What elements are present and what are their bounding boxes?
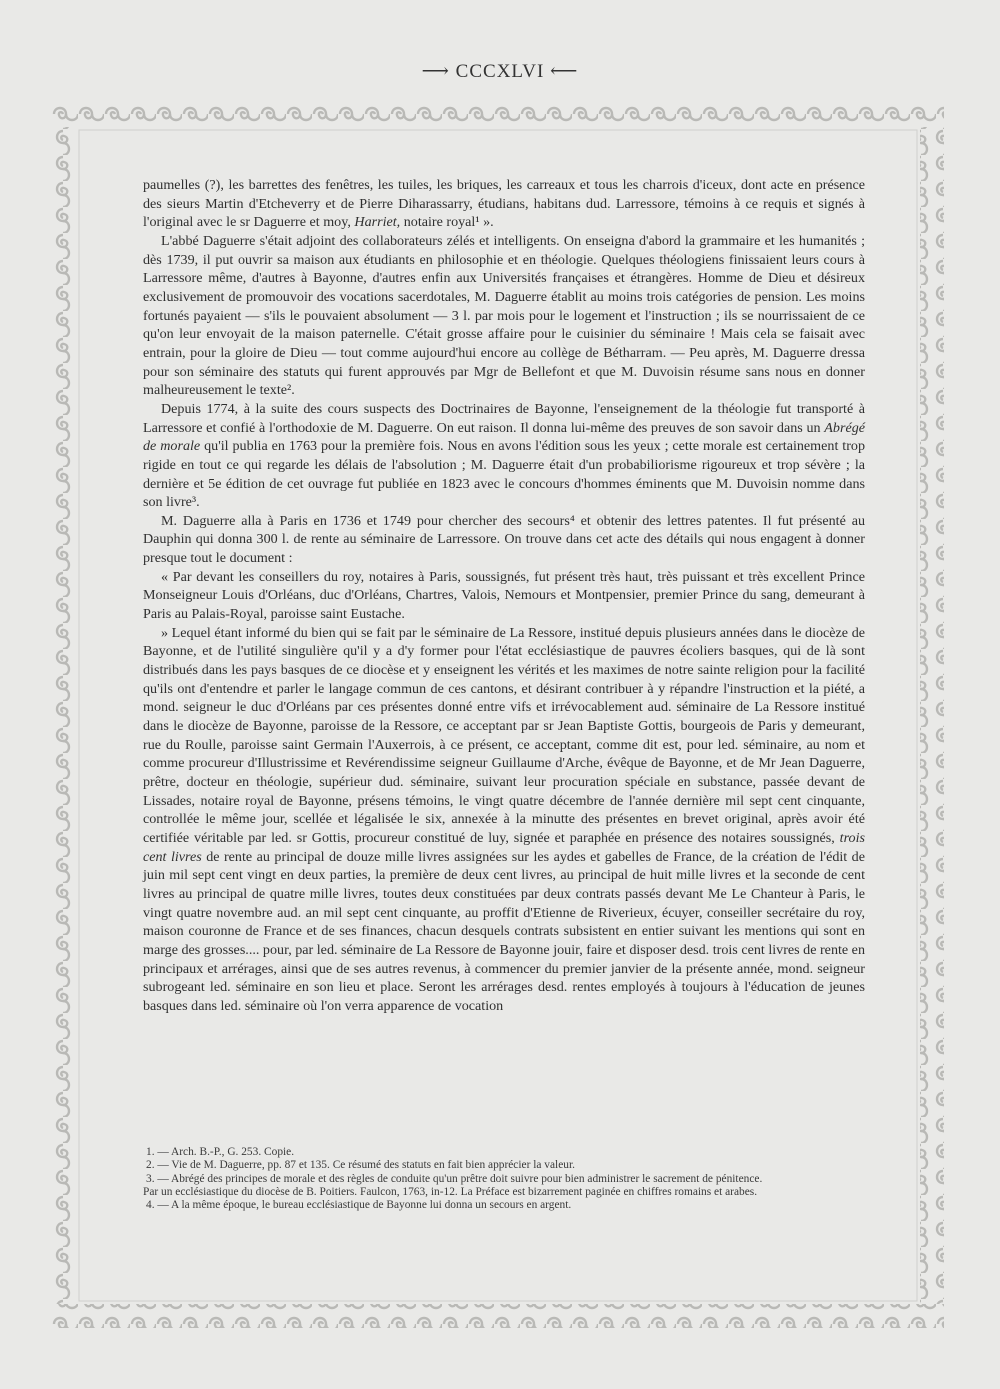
paragraph-1: paumelles (?), les barrettes des fenêtres, les tuiles, les briques, les carreaux et tous les charrois d'iceux, dont acte en présence des sieurs Martin d'Etcheverry et de Pierre Diharassarry, étudians, habitans dud. Larressore, témoins à ce requis et signés à l'original avec le sr Daguerre et moy, Harriet, notaire royal¹ ». [143, 177, 865, 231]
paragraph-2: L'abbé Daguerre s'était adjoint des collaborateurs zélés et intelligents. On enseigna d'abord la grammaire et les humanités ; dès 1739, il put ouvrir sa maison aux étudiants en philosophie et en théologie. Quelques théologiens finissaient leurs cours à Larressore même, d'autres à Bayonne, d'autres enfin aux Universités françaises et étrangères. Homme de Dieu et désireux exclusivement de promouvoir des vocations sacerdotales, M. Daguerre établit au moins trois catégories de pension. Les moins fortunés payaient — s'ils le pouvaient absolument — 3 l. par mois pour le logement et l'instruction ; ils se nourrissaient de ce qu'on leur envoyait de la maison paternelle. C'était grosse affaire pour le cuisinier du séminaire ! Mais cela se faisait avec entrain, pour la gloire de Dieu — tout comme aujourd'hui encore au collège de Bétharram. — Peu après, M. Daguerre dressa pour son séminaire des statuts qui furent approuvés par Mgr de Bellefont et que M. Duvoisin résume sans nous en donner malheureusement le texte². [143, 232, 865, 399]
italic-phrase: Harriet, [354, 214, 401, 231]
paragraph-3: Depuis 1774, à la suite des cours suspects des Doctrinaires de Bayonne, l'enseignement de la théologie fut transporté à Larressore et confié à l'orthodoxie de M. Daguerre. On eut raison. Il donna lui-même des preuves de son savoir dans un Abrégé de morale qu'il publia en 1763 pour la première fois. Nous en avons l'édition sous les yeux ; cette morale est certainement trop rigide en tout ce qui regarde les délais de l'absolution ; M. Daguerre était d'un probabiliorisme rigoureux et trop sévère ; la dernière et 5e édition de cet ouvrage fut publiée en 1823 avec le concours d'hommes éminents que M. Duvoisin nomme dans son livre³. [143, 400, 865, 511]
paragraph-6: » Lequel étant informé du bien qui se fait par le séminaire de La Ressore, institué depuis plusieurs années dans le diocèze de Bayonne, et de l'utilité singulière qu'il y a d'y former pour l'état ecclésiastique de pauvres écoliers basques, qui de là sont distribués dans les pays basques de ce diocèse et y enseignent les vérités et les maximes de notre sainte religion pour la facilité qu'ils ont d'entendre et parler le langage commun de ces cantons, et désirant contribuer à y répandre l'instruction et la piété, a mond. seigneur le duc d'Orléans par ces présentes donné entre vifs et irrévocablement aud. séminaire de La Ressore institué dans le diocèze de Bayonne, paroisse de la Ressore, ce acceptant par sr Jean Baptiste Gottis, bourgeois de Paris y demeurant, rue du Roulle, paroisse saint Germain l'Auxerrois, à ce présent, ce acceptant, comme dit est, pour led. séminaire, au nom et comme procureur d'Illustrissime et Revérendissime seigneur Guillaume d'Arche, évêque de Bayonne, et de Mr Jean Daguerre, prêtre, docteur en théologie, supérieur dud. séminaire, suivant leur procuration spéciale en substance, passée devant de Lissades, notaire royal de Bayonne, présens témoins, le vingt quatre décembre de l'année dernière mil sept cent cinquante, controllée le même jour, scellée et légalisée le six, annexée à la minutte des présentes en brevet original, après avoir été certifiée véritable par led. sr Gottis, procureur constitué de luy, signée et paraphée en présence des notaires soussignés, trois cent livres de rente au principal de douze mille livres assignées sur les aydes et gabelles de France, de la création de l'édit de juin mil sept cent vingt en deux parties, la première de deux cent livres, au principal de huit mille livres et la seconde de cent livres au principal de quatre mille livres, toutes deux constituées par deux contrats passés devant Me Le Chanteur à Paris, le vingt quatre novembre aud. an mil sept cent cinquante, au proffit d'Etienne de Riverieux, écuyer, conseiller secrétaire du roy, maison couronne de France et de ses finances, chacun desquels contrats subsistent en entier suivant les mentions qui sont en marge des grosses.... pour, par led. séminaire de La Ressore de Bayonne jouir, faire et disposer desd. trois cent livres de rente en principaux et arrérages, ainsi que de ses autres revenus, à commencer du premier janvier de la présente année, mond. seigneur subrogeant led. séminaire en son lieu et place. Seront les arrérages desd. rentes employés à toujours à l'éducation de jeunes basques dans led. séminaire où l'on verra apparence de vocation [143, 624, 865, 1014]
ornament-left-icon: ⟶ [421, 61, 450, 82]
footnotes [143, 1146, 865, 1212]
ornament-right-icon: ⟵ [550, 61, 579, 82]
page-header [0, 60, 1000, 83]
page-number: CCCXLVI [455, 61, 545, 82]
paragraph-4: M. Daguerre alla à Paris en 1736 et 1749 pour chercher des secours⁴ et obtenir des lettres patentes. Il fut présenté au Dauphin qui donna 300 l. de rente au séminaire de Larressore. On trouve dans cet acte des détails qui nous engagent à donner presque tout le document : [143, 512, 865, 567]
footnote-3: 3. — Abrégé des principes de morale et des règles de conduite qu'un prêtre doit suivre pour bien administrer le sacrement de pénitence. [146, 1172, 763, 1185]
footnote-4: 4. — A la même époque, le bureau ecclésiastique de Bayonne lui donna un secours en argent. [146, 1199, 572, 1212]
footnote-1: 1. — Arch. B.-P., G. 253. Copie. [146, 1146, 295, 1158]
paragraph-5: « Par devant les conseillers du roy, notaires à Paris, soussignés, fut présent très haut, très puissant et très excellent Prince Monseigneur Louis d'Orléans, duc d'Orléans, Chartres, Valois, Nemours et Montpensier, premier Prince du sang, demeurant à Paris au Palais-Royal, paroisse saint Eustache. [143, 568, 865, 623]
footnote-3-continued: Par un ecclésiastique du diocèse de B. Poitiers. Faulcon, 1763, in-12. La Préface est bizarrement paginée en chiffres romains et arabes. [143, 1185, 758, 1198]
italic-phrase: Abrégé de morale [143, 419, 865, 455]
italic-phrase: trois cent livres [143, 829, 865, 865]
body-text [143, 176, 865, 1016]
footnote-2: 2. — Vie de M. Daguerre, pp. 87 et 135. Ce résumé des statuts en fait bien apprécier la valeur. [146, 1159, 575, 1172]
